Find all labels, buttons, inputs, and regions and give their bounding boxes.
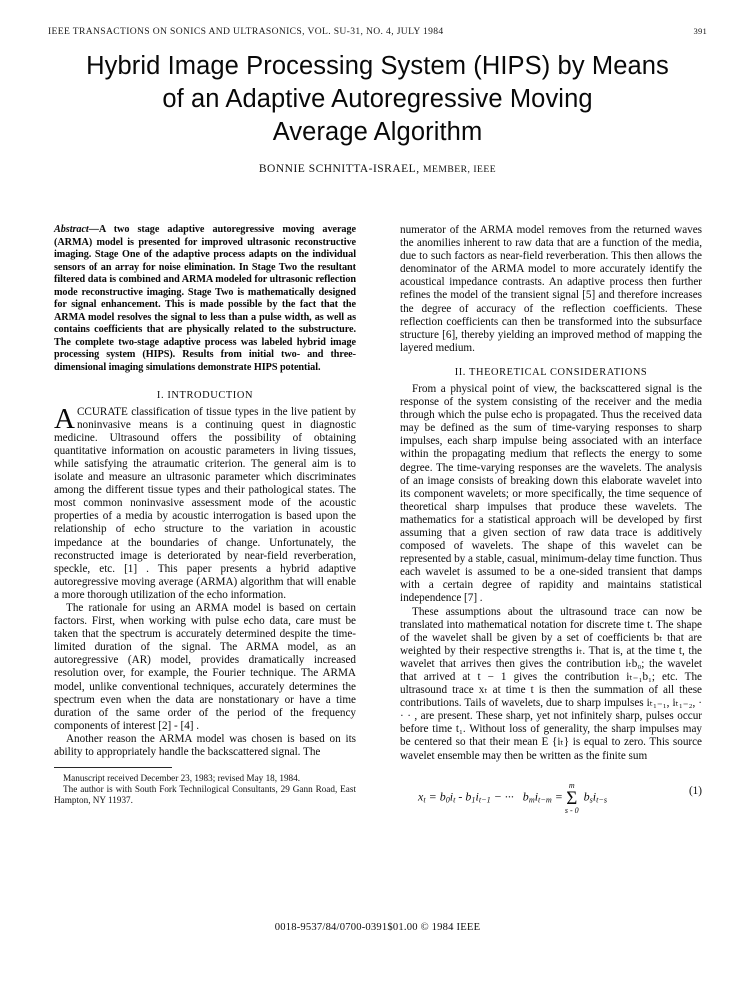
abstract-dash: — [88,224,99,235]
title-line-1: Hybrid Image Processing System (HIPS) by Means [86,52,669,80]
intro-first-paragraph-text: CCURATE classification of tissue types in the live patient by noninvasive means is a continuing quest in diagnostic medicine. Ultrasound offers the possibility of obtaining quantitative information on acoustic parameters in living tissues, while satisfying the atraumatic criterion. The general aim is to isolate and measure an ultrasonic parameter which discriminates among the different tissue types and their pathological states. The most common noninvasive assessment mode of the acoustic properties of a media by acoustic interrogation is based upon the relationship of echo structure to the variation in acoustic impedance at the boundaries of change. Unfortunately, the reconstructed image is deteriorated by near-field reverberation, speckle, etc. [1] . This paper presents a hybrid adaptive autoregressive moving average (ARMA) algorithm that will enable a more thorough utilization of the echo information. [54,405,356,601]
summation-upper-limit: m [568,780,575,790]
journal-reference: IEEE TRANSACTIONS ON SONICS AND ULTRASONICS, VOL. SU-31, NO. 4, JULY 1984 [48,26,444,37]
author-membership: MEMBER, IEEE [422,164,497,175]
left-column [54,224,356,805]
section-heading-introduction: I. INTRODUCTION [156,389,254,401]
author-byline [60,163,695,175]
footnote-divider [54,767,172,768]
summation-lower-limit: s - 0 [564,805,579,815]
abstract-label: Abstract [54,224,89,235]
drop-cap-letter: A [54,402,75,435]
page-footer: 0018-9537/84/0700-0391$01.00 © 1984 IEEE [274,922,481,933]
summation-symbol: m Σ s - 0 [564,780,579,815]
equation-1 [400,773,702,813]
page-number: 391 [693,26,707,36]
theory-paragraph-2: These assumptions about the ultrasound trace can now be translated into mathematical notation for discrete time t. The shape of the wavelet shall be given by a set of coefficients bₜ that are weighted by their respective strengths iₜ. That is, at the time t, the wavelet that arrives then gives the contribution iₜb₀; the wavelet that arrived at t − 1 gives the contribution iₜ₋₁b₁; etc. The ultrasound trace xₜ at time t is then the summation of all these contributions. Tails of wavelets, due to sharp impulses iₜ₁₋₁, iₜ₁₋₂, · · · , are present. These sharp, yet not infinitely sharp, pulses occur before time t₁. Without loss of generality, the sharp impulses may be centered so that their mean E {iₜ} is equal to zero. This source wavelet ensemble may then be written as the finite sum [400,605,702,762]
two-column-body [54,224,702,914]
theory-paragraph-1: From a physical point of view, the backscattered signal is the response of the system consisting of the receiver and the media through which the pulse echo is propagated. Thus the received data may be defined as the sum of time-varying responses to sharp impulses, each sharp impulse being associated with an interface within the propagating medium that reflects the energy to some degree. The time-varying responses are the wavelets. The analysis of an image consists of breaking down this elaborate wavelet into its component wavelets; or more specifically, the time sequence of theoretical sharp impulses that produce these wavelets. The mathematics for a statistical approach will be developed by first assuming that a given section of raw data trace is additively composed of wavelets. The shape of this wavelet can be represented by a stable, casual, minimum-delay time function. Thus each wavelet is assumed to be a one-sided transient that damps with a certain degree of rapidity and maintains statistical independence [7] . [400,382,703,605]
title-line-3: Average Algorithm [272,118,483,146]
intro-first-paragraph [54,402,356,602]
title-line-2: of an Adaptive Autoregressive Moving [162,85,593,113]
equation-1-number: (1) [688,784,702,797]
abstract [54,224,356,375]
section-heading-theoretical-considerations: II. THEORETICAL CONSIDERATIONS [454,366,648,378]
equation-1-expression: $x_t = b_0i_t - b_1i_{t-1}$ − ··· $b_mi_{t-m}$ = m Σ s - 0 $b_si_{t-s}$ [418,780,608,815]
right-column [400,224,702,813]
page-title [60,50,695,149]
footnote-manuscript-dates: Manuscript received December 23, 1983; revised May 18, 1984. [63,773,301,784]
running-head [48,26,707,37]
continuation-paragraph: numerator of the ARMA model removes from the returned waves the anomilies inherent to raw data that are a function of the media, due to such factors as near-field reverberation. This then allows the denominator of the ARMA model to more accurately identify the acoustical impedance contrasts. An adaptive process then further refines the model of the transient signal [5] and therefore increases the degree of accuracy of the reflection coefficients. These reflection coefficients can then be transformed into the subsurface structure [6], thereby yielding an improved method of mapping the layered medium. [400,224,702,354]
footnote-author-affiliation: The author is with South Fork Technilogical Consultants, 29 Gann Road, East Hampton, NY 11937. [54,783,356,805]
byline-separator: , [416,163,423,175]
intro-paragraph-2: The rationale for using an ARMA model is based on certain factors. First, when working with pulse echo data, care must be taken that the spectrum is accurately determined despite the time-limited duration of the signal. The ARMA model, as an autoregressive (AR) model, provides dramatically increased resolution over, for example, the Fourier technique. The ARMA model, unlike conventional techniques, accurately determines the spectrum even when the data are nonstationary or have a time duration of the same order of the period of the frequency components of interest [2] - [4] . [54,601,356,732]
abstract-text: A two stage adaptive autoregressive moving average (ARMA) model is presented for improved ultrasonic reconstructive imaging. Stage One of the adaptive process adapts on the individual sensors of an array for noise elimination. In Stage Two the resultant filtered data is combined and ARMA modeled for ultrasonic reflection mode reconstructive imaging. Stage Two is mathematically designed for signal enhancement. This is made possible by the fact that the ARMA model resolves the signal to less than a pulse width, as well as contains coefficients that are physically related to the substructure. The complete two-stage adaptive process was labeled hybrid image processing system (HIPS). Results from initial two- and three-dimensional imaging simulations demonstrate HIPS potential. [54,224,356,374]
intro-paragraph-3: Another reason the ARMA model was chosen is based on its ability to appropriately handle the backscattered signal. The [54,732,356,758]
author-name: BONNIE SCHNITTA-ISRAEL [258,163,417,175]
